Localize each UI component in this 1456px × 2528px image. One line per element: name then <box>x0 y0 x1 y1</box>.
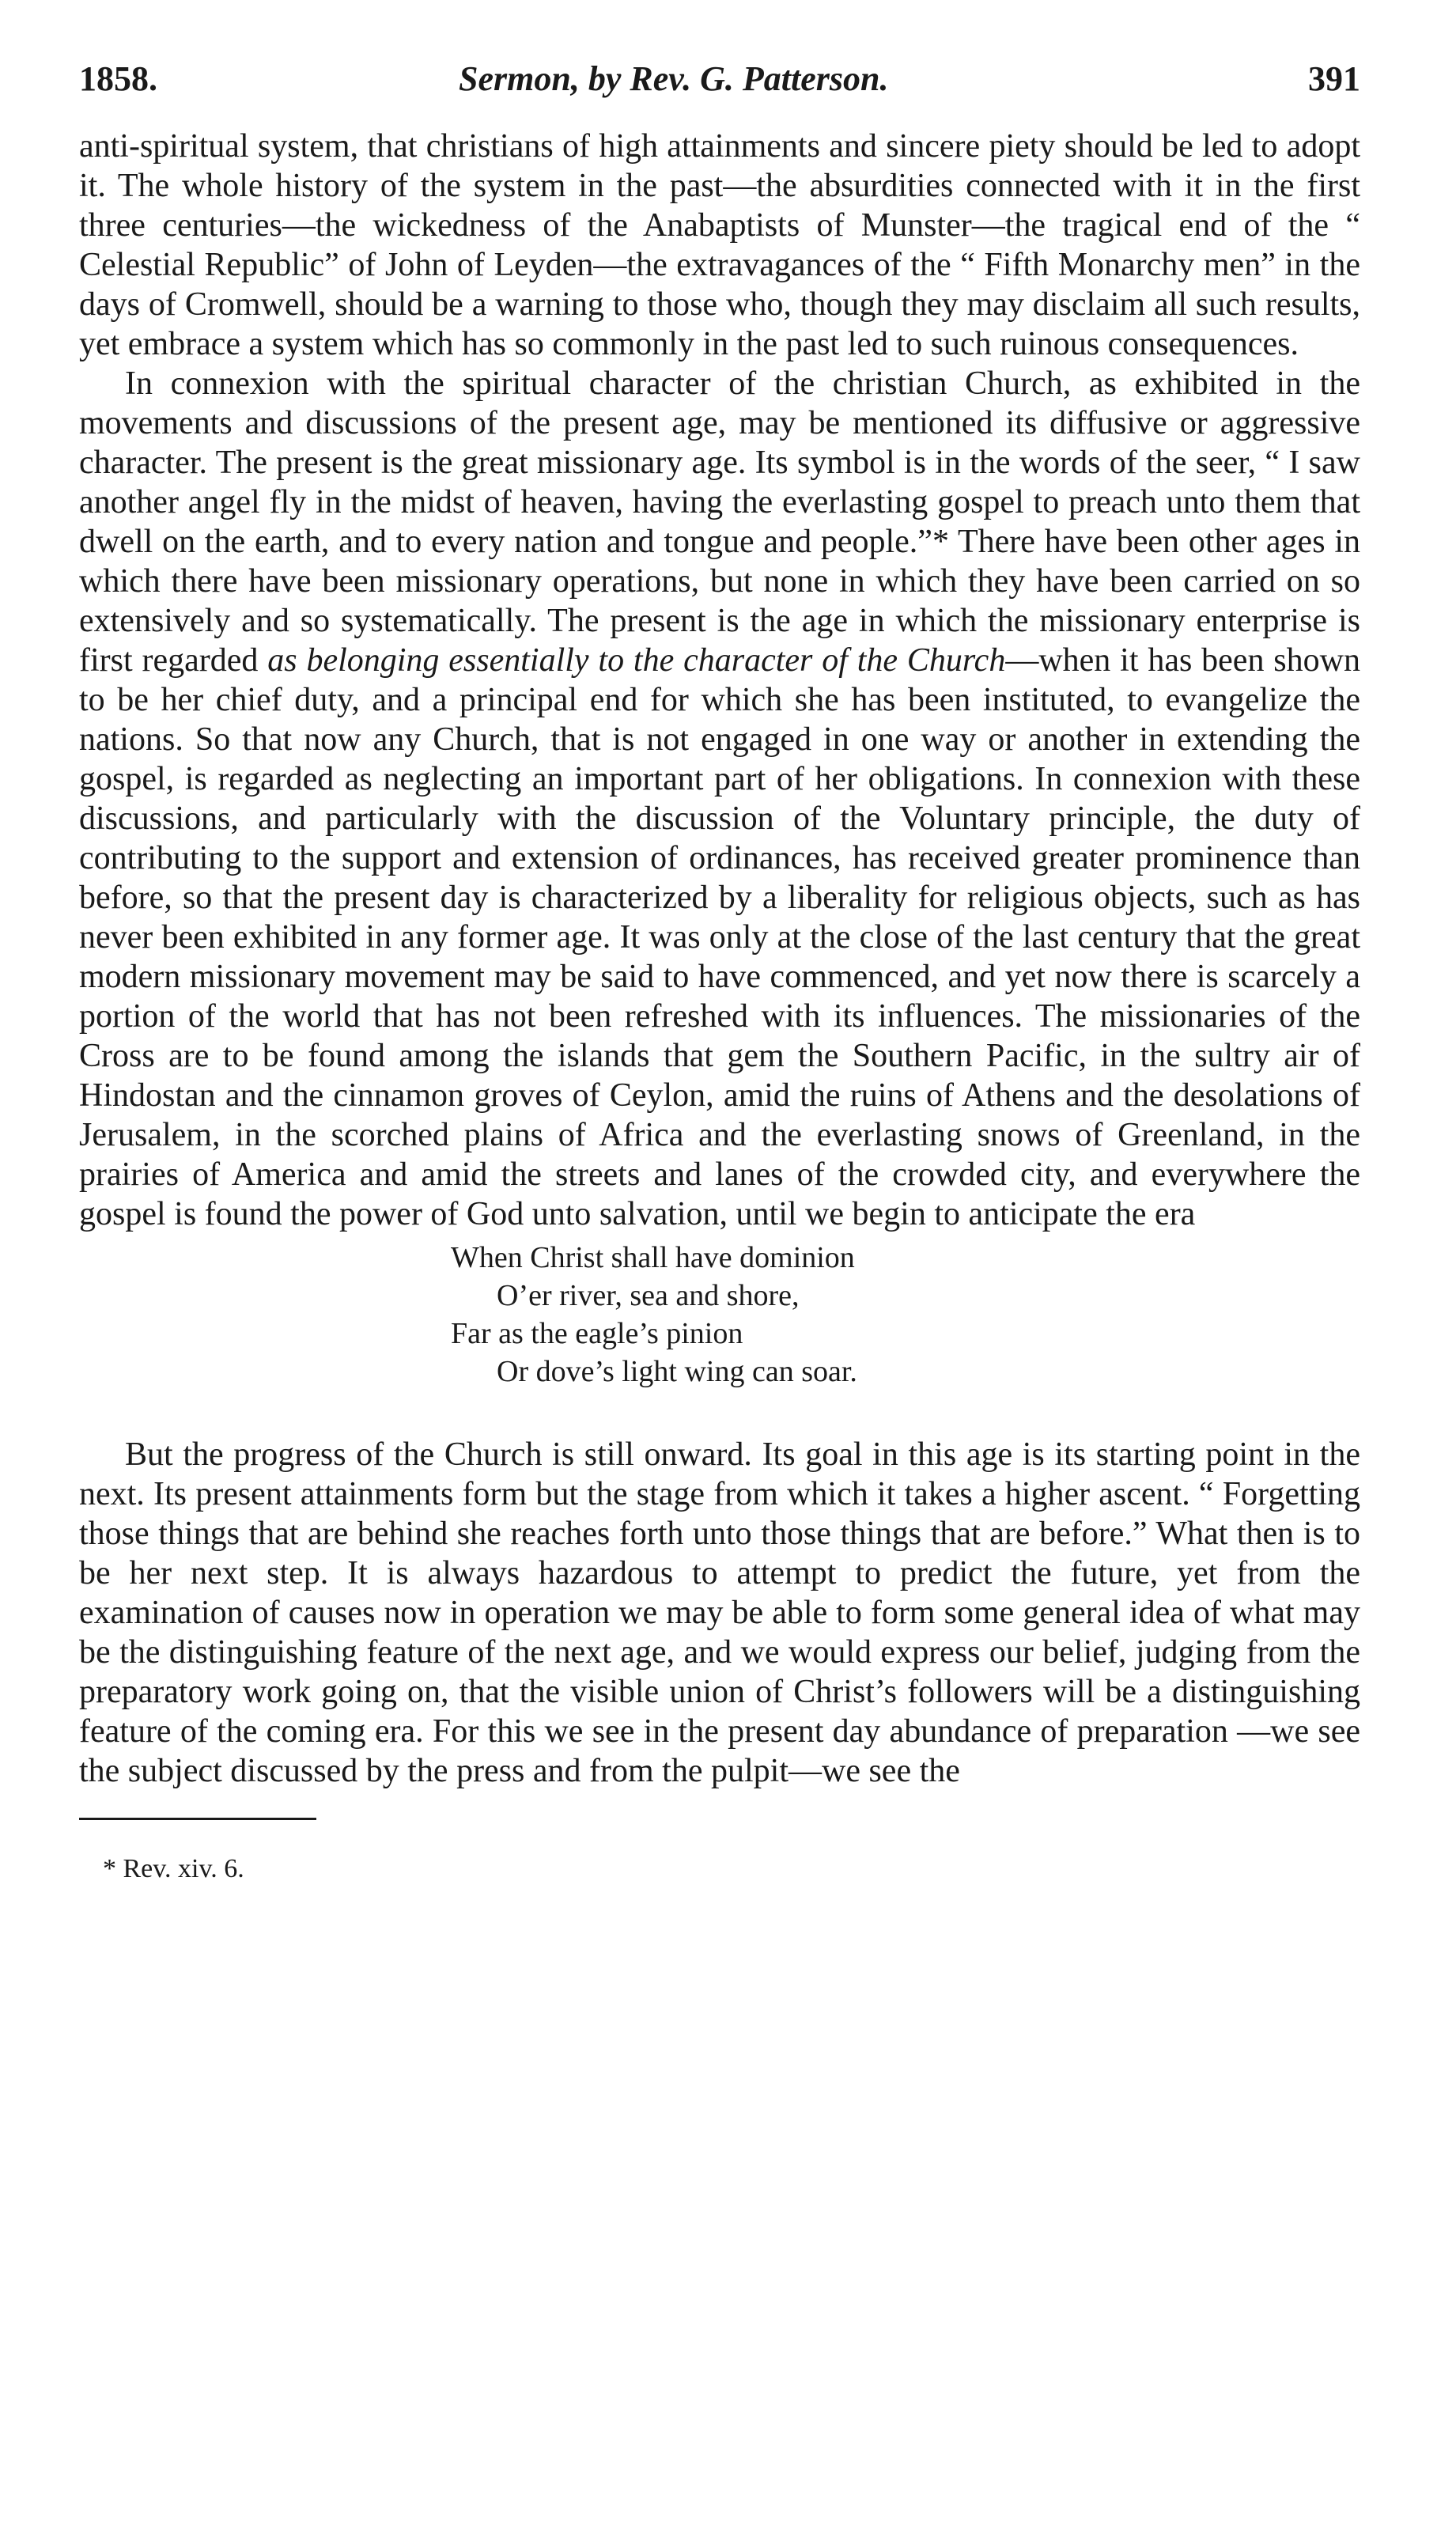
page-number: 391 <box>1308 59 1360 98</box>
header-title: Sermon, by Rev. G. Patterson. <box>459 59 889 98</box>
verse-quotation <box>451 1239 1360 1391</box>
paragraph-missionary-age <box>79 364 1360 1234</box>
verse-line: Or dove’s light wing can soar. <box>497 1355 857 1388</box>
header-year: 1858. <box>79 59 157 98</box>
footnote: * Rev. xiv. 6. <box>103 1854 244 1883</box>
verse-line: Far as the eagle’s pinion <box>451 1317 743 1350</box>
paragraph-text-after: —when it has been shown to be her chief duty, and a principal end for which she has been instituted, to evangelize the nations. So that now any Church, that is not engaged in one way or another in extending the gospel, is regarded as neglecting an important part of her obligations. In connexion with these discussions, and particularly with the discussion of the Voluntary principle, the duty of contributing to the support and extension of ordinances, has received greater prominence than before, so that the present day is characterized by a liberality for religious objects, such as has never been exhibited in any former age. It was only at the close of the last century that the great modern missionary movement may be said to have commenced, and yet now there is scarcely a portion of the world that has not been refreshed with its influences. The missionaries of the Cross are to be found among the islands that gem the Southern Pacific, in the sultry air of Hindostan and the cinnamon groves of Ceylon, amid the ruins of Athens and the desolations of Jerusalem, in the scorched plains of Africa and the everlasting snows of Greenland, in the prairies of America and amid the streets and lanes of the crowded city, and everywhere the gospel is found the power of God unto salvation, until we begin to anticipate the era <box>79 642 1360 1232</box>
verse-line: When Christ shall have dominion <box>451 1241 855 1274</box>
body-text-continued <box>79 1435 1360 1791</box>
paragraph-progress: But the progress of the Church is still onward. Its goal in this age is its starting point in the next. Its present attainments form but the stage from which it takes a higher ascent. “ Forgetting those things that are behind she reaches forth unto those things that are before.” What then is to be her next step. It is always hazardous to attempt to predict the future, yet from the examination of causes now in operation we may be able to form some general idea of what may be the distinguishing feature of the next age, and we would express our belief, judging from the preparatory work going on, that the visible union of Christ’s followers will be a distinguishing feature of the coming era. For this we see in the present day abundance of preparation —we see the subject discussed by the press and from the pulpit—we see the <box>79 1436 1360 1789</box>
footnote-divider <box>79 1818 316 1820</box>
page <box>79 55 1360 1887</box>
emphasized-phrase: as belonging essentially to the character of the Church <box>267 642 1006 679</box>
paragraph-text-before: In connexion with the spiritual character of the christian Church, as exhibited in the movements and discussions of the present age, may be mentioned its diffusive or aggressive character. The present is the great missionary age. Its symbol is in the words of the seer, “ I saw another angel fly in the midst of heaven, having the everlasting gospel to preach unto them that dwell on the earth, and to every nation and tongue and people.”* There have been other ages in which there have been missionary operations, but none in which they have been carried on so extensively and so systematically. The present is the age in which the missionary enterprise is first regarded <box>79 365 1360 679</box>
body-text <box>79 127 1360 1234</box>
running-head <box>79 55 1360 127</box>
verse-line: O’er river, sea and shore, <box>497 1279 800 1312</box>
paragraph-continued: anti-spiritual system, that christians of high attainments and sincere piety should be led to adopt it. The whole history of the system in the past—the absurdities connected with it in the first three centuries—the wickedness of the Anabaptists of Munster—the tragical end of the “ Celestial Republic” of John of Leyden—the extravagances of the “ Fifth Monarchy men” in the days of Cromwell, should be a warning to those who, though they may disclaim all such results, yet embrace a system which has so commonly in the past led to such ruinous consequences. <box>79 128 1360 362</box>
